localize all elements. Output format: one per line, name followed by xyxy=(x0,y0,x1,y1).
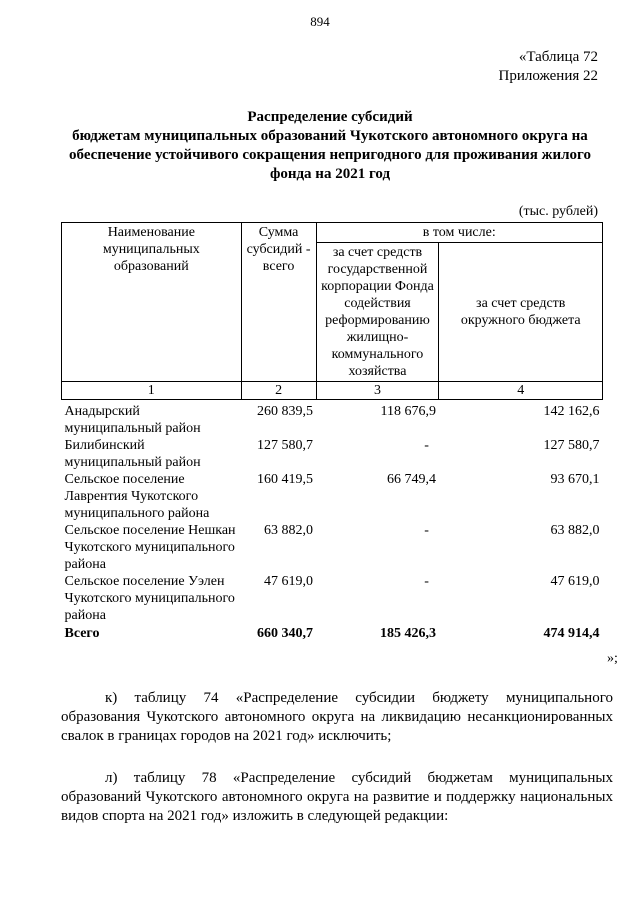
row-okrug: 63 882,0 xyxy=(550,523,600,538)
units-label: (тыс. рублей) xyxy=(518,204,598,219)
table-row xyxy=(62,400,603,438)
column-number: 1 xyxy=(62,382,242,400)
table-row xyxy=(62,522,603,573)
row-fund: 66 749,4 xyxy=(386,472,436,487)
row-okrug: 127 580,7 xyxy=(543,438,600,453)
total-name: Всего xyxy=(64,626,100,641)
header-total: Сумма субсидий - всего xyxy=(241,223,316,382)
row-fund: 118 676,9 xyxy=(380,404,436,419)
row-total: 127 580,7 xyxy=(257,438,314,453)
row-fund: - xyxy=(424,523,429,538)
column-number: 2 xyxy=(241,382,316,400)
row-name: Сельское поселение Лаврентия Чукотского муниципального района xyxy=(64,472,210,521)
total-sum: 660 340,7 xyxy=(257,626,314,641)
paragraph-l: л) таблицу 78 «Распределение субсидий бюджетам муниципальных образований Чукотского автономного округа на развитие и поддержку национальных видов спорта на 2021 год» изложить в следующей редакции: xyxy=(61,770,613,824)
row-total: 47 619,0 xyxy=(264,574,314,589)
row-total: 63 882,0 xyxy=(264,523,314,538)
header-okrug: за счет средств окружного бюджета xyxy=(439,243,603,382)
row-total: 160 419,5 xyxy=(257,472,314,487)
paragraph-k: к) таблицу 74 «Распределение субсидии бюджету муниципального образования Чукотского автономного округа на ликвидацию несанкционированных свалок в границах городов на 2021 год» исключить; xyxy=(61,690,613,744)
total-row xyxy=(62,624,603,642)
header-including: в том числе: xyxy=(316,223,602,243)
column-number: 4 xyxy=(439,382,603,400)
title-line: фонда на 2021 год xyxy=(269,166,391,182)
closing-quote: »; xyxy=(607,651,618,666)
table-reference-line: «Таблица 72 xyxy=(518,49,598,65)
row-okrug: 47 619,0 xyxy=(550,574,600,589)
page-number: 894 xyxy=(310,14,330,29)
total-fund: 185 426,3 xyxy=(379,626,436,641)
header-name: Наименование муниципальных образований xyxy=(62,223,242,382)
document-title xyxy=(40,108,620,184)
header-fund: за счет средств государственной корпорации Фонда содействия реформированию жилищно-коммунального хозяйства xyxy=(316,243,439,382)
row-okrug: 142 162,6 xyxy=(543,404,600,419)
row-okrug: 93 670,1 xyxy=(550,472,600,487)
title-line: обеспечение устойчивого сокращения непригодного для проживания жилого xyxy=(69,147,591,163)
row-fund: - xyxy=(424,574,429,589)
subsidy-table xyxy=(61,222,603,642)
table-row xyxy=(62,471,603,522)
total-okrug: 474 914,4 xyxy=(543,626,600,641)
row-name: Билибинский муниципальный район xyxy=(64,438,201,470)
table-row xyxy=(62,573,603,624)
title-line: бюджетам муниципальных образований Чукотского автономного округа на xyxy=(72,128,588,144)
title-line: Распределение субсидий xyxy=(247,109,413,125)
column-number: 3 xyxy=(316,382,439,400)
appendix-reference-line: Приложения 22 xyxy=(498,68,598,84)
row-name: Сельское поселение Нешкан Чукотского муниципального района xyxy=(64,523,236,572)
row-name: Сельское поселение Уэлен Чукотского муниципального района xyxy=(64,574,235,623)
row-name: Анадырский муниципальный район xyxy=(64,404,201,436)
table-row xyxy=(62,437,603,471)
table-reference xyxy=(499,48,599,86)
row-total: 260 839,5 xyxy=(257,404,314,419)
row-fund: - xyxy=(424,438,429,453)
